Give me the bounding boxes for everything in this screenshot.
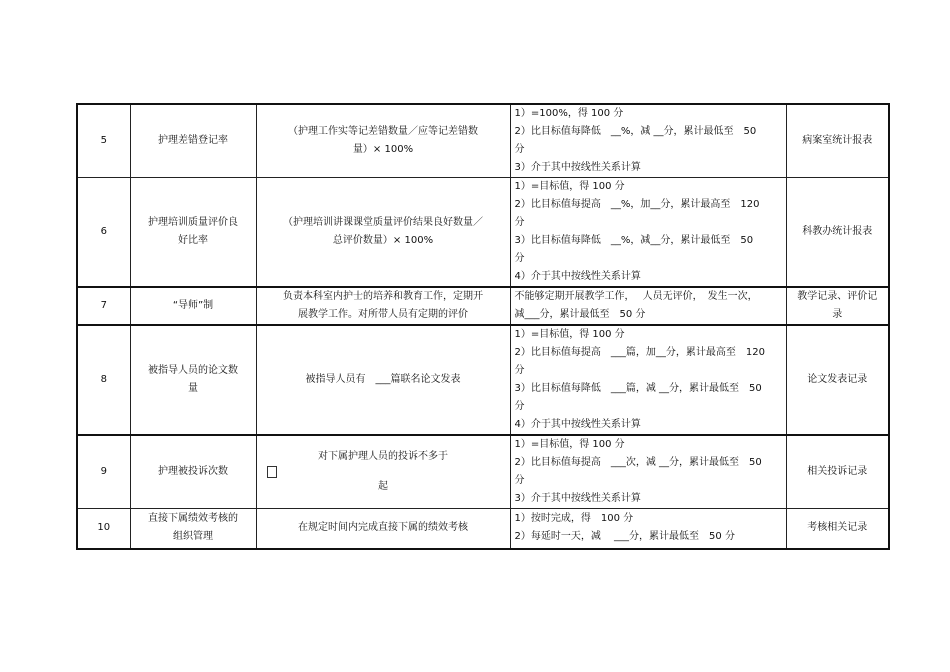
rule-line: 2）比目标值每提高 __%，加__分，累计最高至 120	[514, 199, 760, 210]
formula-line	[261, 448, 506, 496]
source-line: 相关投诉记录	[807, 466, 868, 477]
rule-line: 4）介于其中按线性关系计算	[514, 271, 641, 282]
rule-line: 1）=100%，得 100 分	[514, 108, 624, 119]
rule-line: 2）比目标值每提高 ___次，减 __分，累计最低至 50	[514, 457, 762, 468]
scoring-rules	[510, 178, 786, 288]
rule-line: 分	[514, 253, 525, 264]
kpi-table	[76, 103, 890, 550]
indicator-name-line: 直接下属绩效考核的	[148, 513, 238, 525]
rule-line: 1）按时完成，得 100 分	[514, 513, 634, 525]
formula-line: 被指导人员有 ___篇联名论文发表	[305, 374, 461, 385]
rule-line: 不能够定期开展教学工作， 人员无评价， 发生一次，	[514, 291, 758, 302]
table-row	[77, 178, 889, 288]
indicator-formula	[256, 104, 510, 178]
indicator-name-line: 护理培训质量评价良	[148, 217, 238, 228]
scoring-rules	[510, 325, 786, 435]
indicator-name-line: 被指导人员的论文数	[148, 365, 238, 376]
indicator-name-line: 好比率	[178, 235, 208, 246]
source-line: 考核相关记录	[807, 522, 868, 534]
rule-line: 3）介于其中按线性关系计算	[514, 162, 641, 173]
indicator-name-line: 量	[188, 383, 198, 394]
source-line: 录	[832, 309, 843, 320]
rule-line: 3）介于其中按线性关系计算	[514, 493, 641, 504]
table-row	[77, 325, 889, 435]
table-row	[77, 104, 889, 178]
source-line: 教学记录、评价记	[797, 291, 878, 302]
data-source	[786, 509, 889, 549]
indicator-name	[130, 104, 256, 178]
indicator-formula	[256, 509, 510, 549]
rule-line: 分	[514, 475, 525, 486]
scoring-rules	[510, 509, 786, 549]
table-row	[77, 287, 889, 325]
indicator-name	[130, 287, 256, 325]
rule-line: 2）每延时一天，减 ___分，累计最低至 50 分	[514, 531, 735, 543]
rule-line: 分	[514, 401, 525, 412]
scoring-rules	[510, 287, 786, 325]
row-number: 7	[77, 287, 130, 325]
data-source	[786, 325, 889, 435]
formula-line: 总评价数量）× 100%	[332, 235, 434, 246]
rule-line: 减___分，累计最低至 50 分	[514, 309, 646, 320]
row-number: 6	[77, 178, 130, 288]
data-source	[786, 287, 889, 325]
table-row	[77, 435, 889, 509]
rule-line: 4）介于其中按线性关系计算	[514, 419, 641, 430]
data-source	[786, 178, 889, 288]
row-number: 9	[77, 435, 130, 509]
data-source	[786, 435, 889, 509]
indicator-name-line: 组织管理	[173, 531, 213, 543]
indicator-name	[130, 178, 256, 288]
rule-line: 2）比目标值每提高 ___篇，加__分，累计最高至 120	[514, 347, 765, 358]
formula-prefix: 对下属护理人员的投诉不多于	[318, 451, 448, 462]
indicator-formula	[256, 435, 510, 509]
row-number: 10	[77, 509, 130, 549]
formula-suffix: 起	[378, 481, 388, 492]
rule-line: 分	[514, 144, 525, 155]
formula-line: 展教学工作。对所带人员有定期的评价	[298, 309, 468, 320]
scoring-rules	[510, 435, 786, 509]
source-line: 科教办统计报表	[802, 226, 873, 237]
table-row	[77, 509, 889, 549]
formula-line: （护理培训讲课课堂质量评价结果良好数量／	[283, 217, 483, 228]
indicator-name	[130, 509, 256, 549]
rule-line: 1）=目标值，得 100 分	[514, 439, 625, 450]
indicator-formula	[256, 325, 510, 435]
formula-line: （护理工作实等记差错数量／应等记差错数	[288, 126, 478, 137]
indicator-formula	[256, 178, 510, 288]
rule-line: 1）=目标值，得 100 分	[514, 181, 625, 192]
indicator-formula	[256, 287, 510, 325]
rule-line: 3）比目标值每降低 __%，减__分，累计最低至 50	[514, 235, 754, 246]
rule-line: 分	[514, 217, 525, 228]
empty-box-glyph	[267, 466, 277, 478]
indicator-name-line: 护理差错登记率	[158, 135, 228, 146]
scoring-rules	[510, 104, 786, 178]
rule-line: 2）比目标值每降低 __%，减 __分，累计最低至 50	[514, 126, 757, 137]
rule-line: 1）=目标值，得 100 分	[514, 329, 625, 340]
formula-line: 量）× 100%	[352, 144, 414, 155]
source-line: 病案室统计报表	[802, 135, 873, 146]
indicator-name	[130, 435, 256, 509]
indicator-name-line: 护理被投诉次数	[158, 466, 228, 477]
row-number: 8	[77, 325, 130, 435]
indicator-name	[130, 325, 256, 435]
rule-line: 分	[514, 365, 525, 376]
data-source	[786, 104, 889, 178]
row-number: 5	[77, 104, 130, 178]
formula-line: 在规定时间内完成直接下属的绩效考核	[298, 522, 468, 534]
formula-line: 负责本科室内护士的培养和教育工作，定期开	[283, 291, 483, 302]
source-line: 论文发表记录	[807, 374, 868, 385]
indicator-name-line: “导师”制	[172, 300, 214, 311]
rule-line: 3）比目标值每降低 ___篇，减 __分，累计最低至 50	[514, 383, 762, 394]
